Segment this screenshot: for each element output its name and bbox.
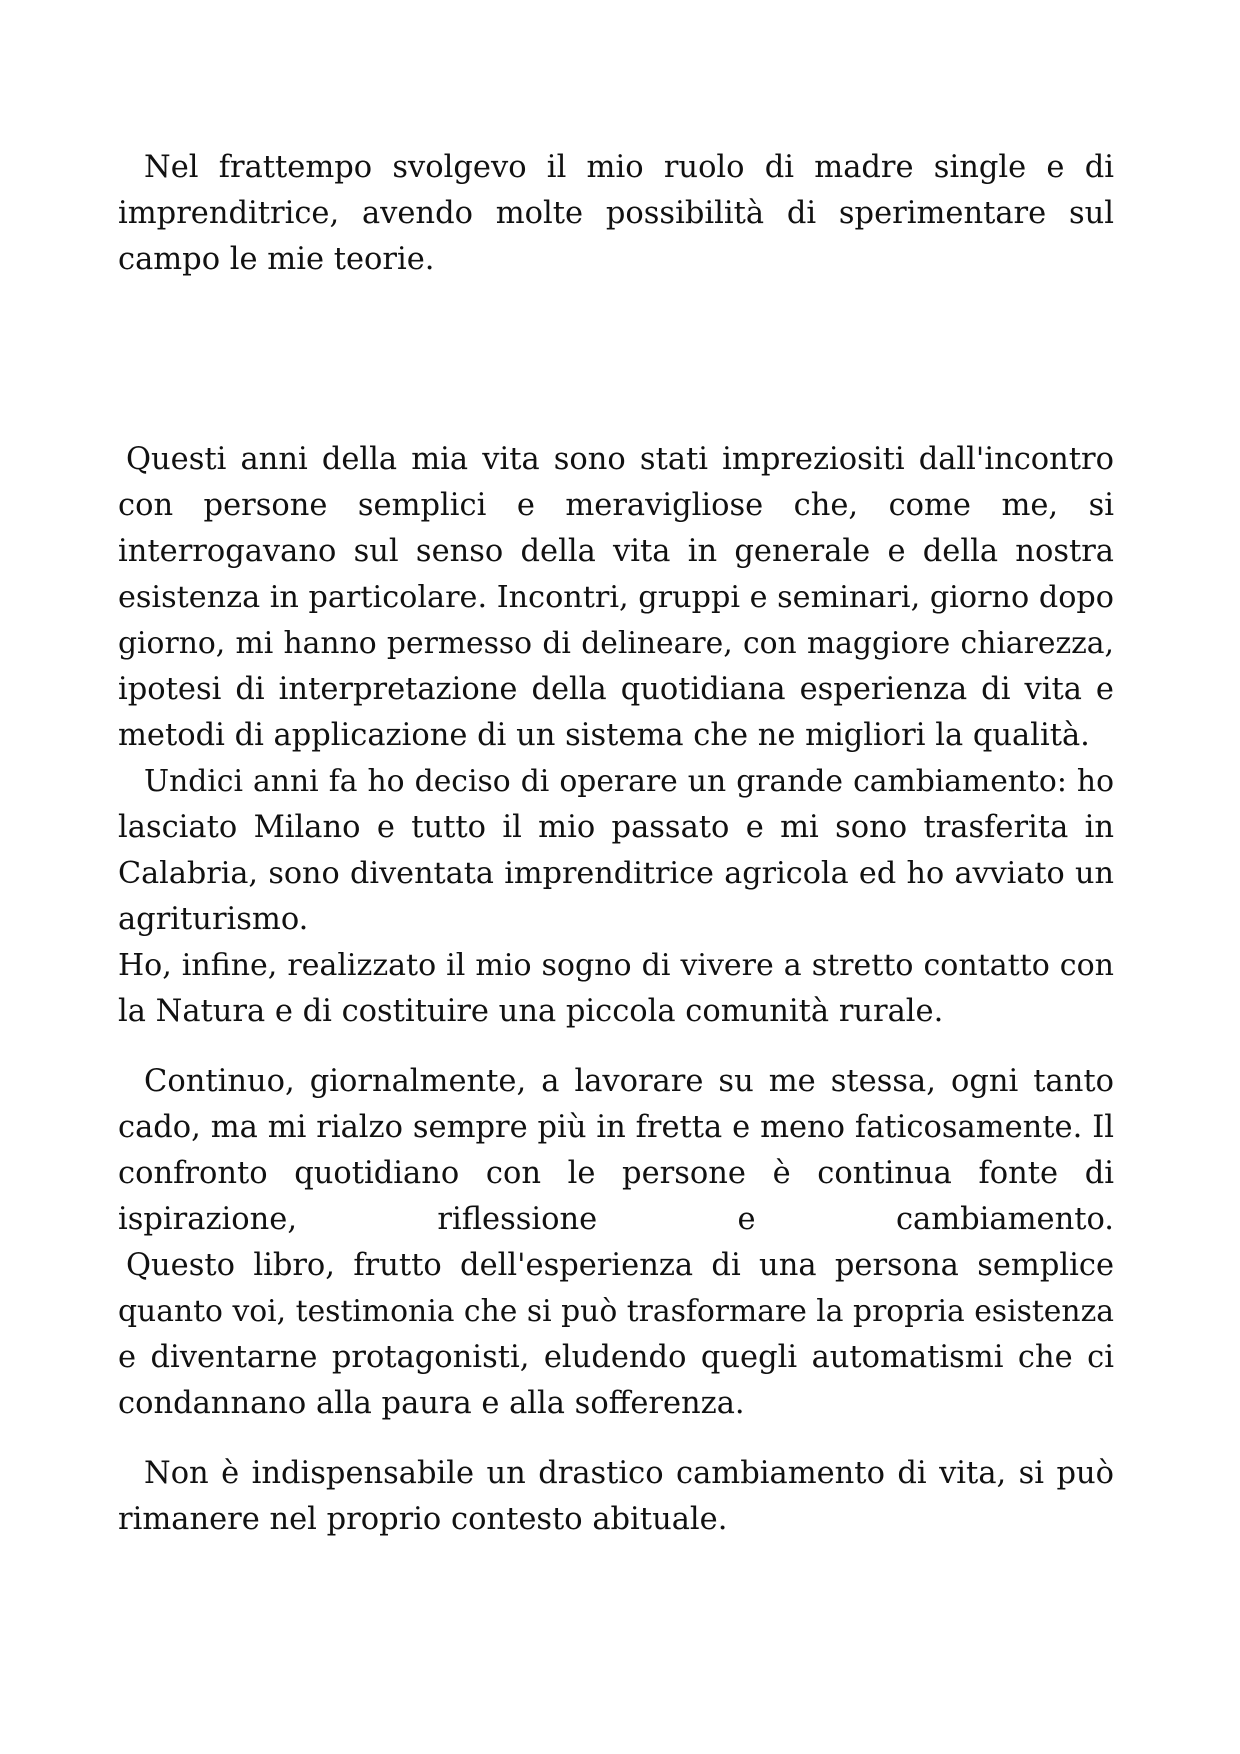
paragraph-line: agriturismo. [118,902,309,937]
paragraph-line: esistenza in particolare. Incontri, gruppi e seminari, giorno dopo [118,580,1114,615]
paragraph-line: interrogavano sul senso della vita in generale e della nostra [118,534,1114,569]
paragraph-line: Continuo, giornalmente, a lavorare su me stessa, ogni tanto [144,1064,1114,1099]
paragraph-line: quanto voi, testimonia che si può trasformare la propria esistenza [118,1294,1114,1329]
paragraph-line: ipotesi di interpretazione della quotidiana esperienza di vita e [118,672,1114,707]
paragraph-line: Nel frattempo svolgevo il mio ruolo di madre single e di [144,150,1114,185]
paragraph-line: ispirazione, riflessione e cambiamento. [118,1202,1114,1237]
paragraph-line: giorno, mi hanno permesso di delineare, con maggiore chiarezza, [118,626,1114,661]
paragraph-line: confronto quotidiano con le persone è continua fonte di [118,1156,1114,1191]
paragraph-line: Questi anni della mia vita sono stati impreziositi dall'incontro [126,442,1114,477]
paragraph-line: Questo libro, frutto dell'esperienza di una persona semplice [126,1248,1114,1283]
paragraph-line: condannano alla paura e alla sofferenza. [118,1386,745,1421]
paragraph-line: la Natura e di costituire una piccola comunità rurale. [118,994,944,1029]
paragraph-line: Calabria, sono diventata imprenditrice agricola ed ho avviato un [118,856,1114,891]
paragraph-line: Ho, infine, realizzato il mio sogno di vivere a stretto contatto con [118,948,1114,983]
paragraph-line: e diventarne protagonisti, eludendo quegli automatismi che ci [118,1340,1114,1375]
paragraph-line: con persone semplici e meravigliose che, come me, si [118,488,1114,523]
paragraph-line: metodi di applicazione di un sistema che ne migliori la qualità. [118,718,1090,753]
paragraph-line: lasciato Milano e tutto il mio passato e mi sono trasferita in [118,810,1114,845]
paragraph-line: Undici anni fa ho deciso di operare un grande cambiamento: ho [144,764,1114,799]
paragraph-line: campo le mie teorie. [118,242,435,277]
paragraph-line: cado, ma mi rialzo sempre più in fretta e meno faticosamente. Il [118,1110,1114,1145]
paragraph-line: rimanere nel proprio contesto abituale. [118,1502,728,1537]
paragraph-line: Non è indispensabile un drastico cambiamento di vita, si può [144,1456,1114,1491]
paragraph-line: imprenditrice, avendo molte possibilità di sperimentare sul [118,196,1114,231]
